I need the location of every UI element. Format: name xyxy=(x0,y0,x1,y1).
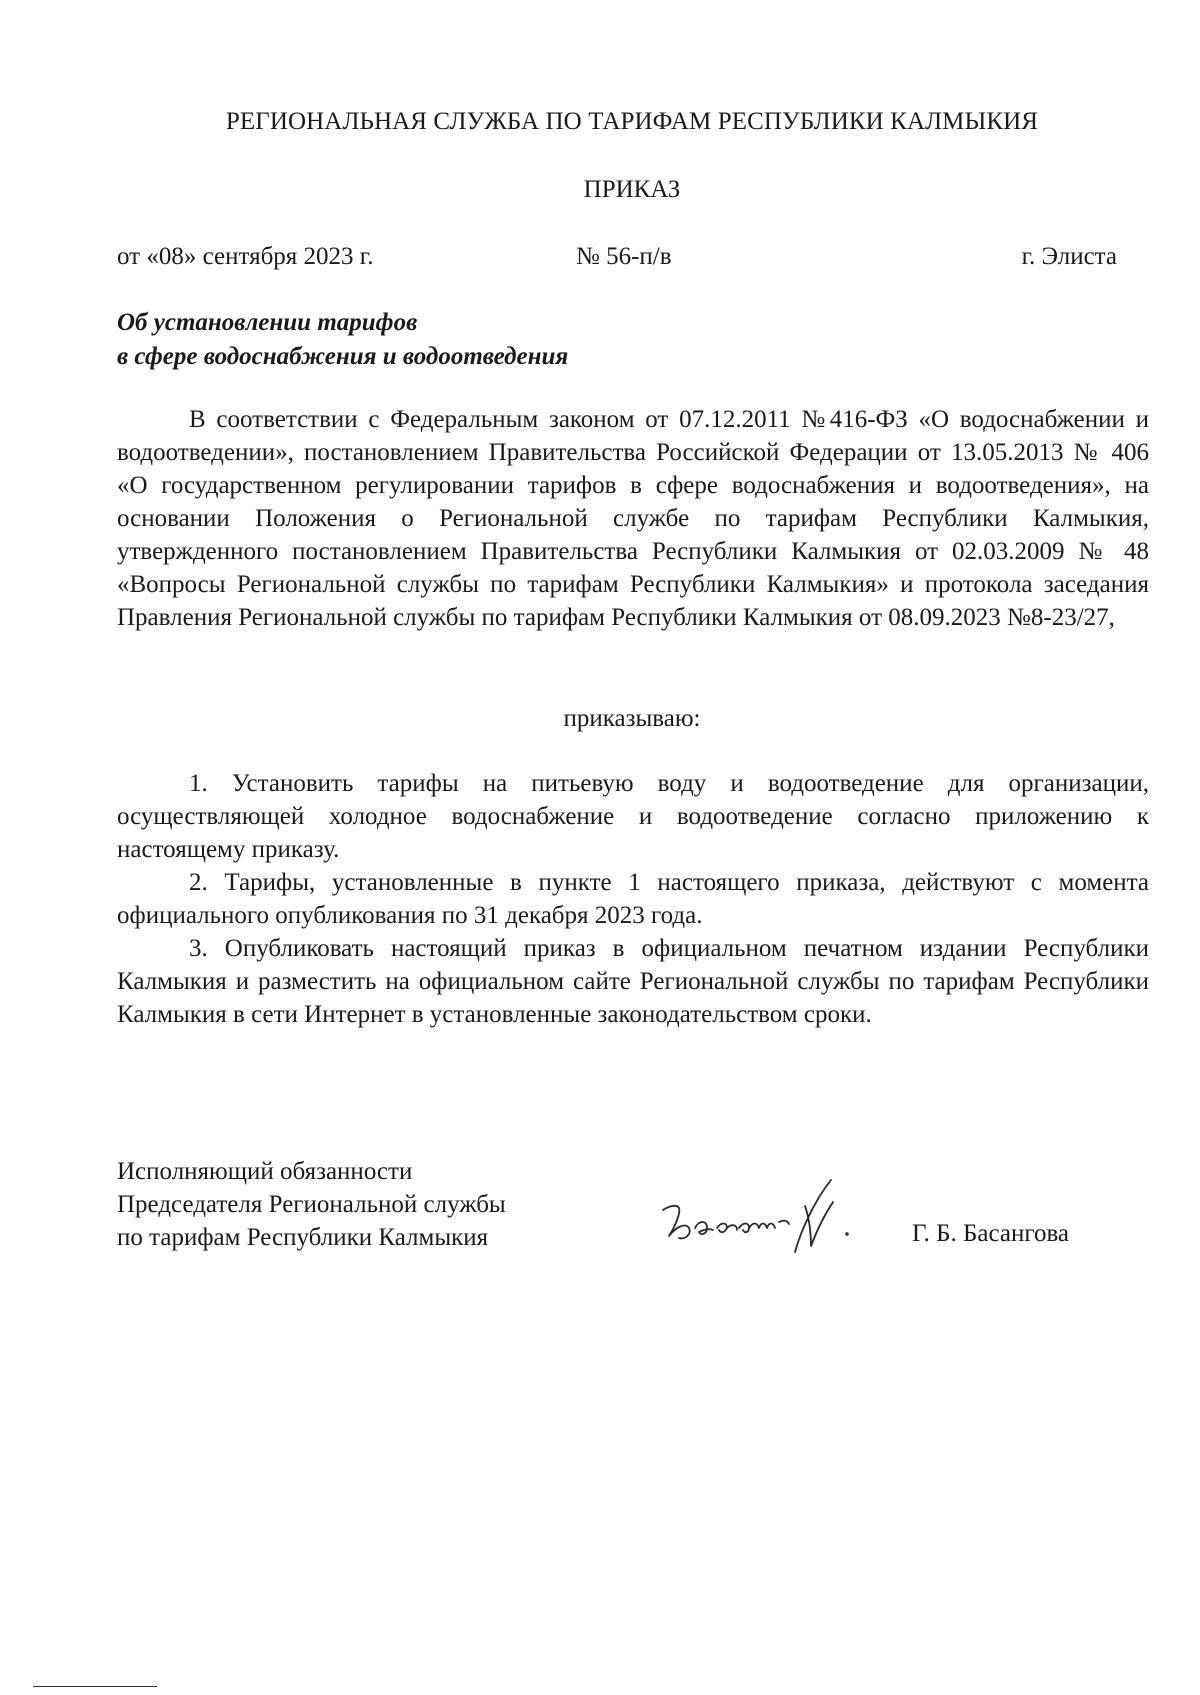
signer-position xyxy=(117,1155,506,1254)
document-subject xyxy=(117,306,568,374)
intro-paragraph: В соответствии с Федеральным законом от 07.12.2011 №416-ФЗ «О водоснабжении и водоотведении», постановлением Правительства Российской Федерации от 13.05.2013 № 406 «О государственном регулировании тарифов в сфере водоснабжения и водоотведения», на основании Положения о Региональной службе по тарифам Республики Калмыкия, утвержденного постановлением Правительства Республики Калмыкия от 02.03.2009 № 48 «Вопросы Региональной службы по тарифам Республики Калмыкия» и протокола заседания Правления Региональной службы по тарифам Республики Калмыкия от 08.09.2023 №8-23/27, xyxy=(117,406,1149,631)
order-item: 2. Тарифы, установленные в пункте 1 настоящего приказа, действуют с момента официального опубликования по 31 декабря 2023 года. xyxy=(117,869,1149,929)
document-meta xyxy=(117,243,1117,275)
organization-title: РЕГИОНАЛЬНАЯ СЛУЖБА ПО ТАРИФАМ РЕСПУБЛИКИ КАЛМЫКИЯ xyxy=(225,108,1039,135)
order-item: 3. Опубликовать настоящий приказ в официальном печатном издании Республики Калмыкия и разместить на официальном сайте Региональной службы по тарифам Республики Калмыкия в сети Интернет в установленные законодательством сроки. xyxy=(117,935,1149,1028)
signer-line-2: Председателя Региональной службы xyxy=(117,1191,506,1218)
document-date: от «08» сентября 2023 г. xyxy=(117,243,374,270)
document-city: г. Элиста xyxy=(1021,243,1117,270)
signer-name: Г. Б. Басангова xyxy=(912,1220,1070,1247)
subject-line-1: Об установлении тарифов xyxy=(117,309,418,336)
order-item: 1. Установить тарифы на питьевую воду и водоотведение для организации, осуществляющей холодное водоснабжение и водоотведение согласно приложению к настоящему приказу. xyxy=(117,770,1149,863)
order-word: приказываю: xyxy=(563,705,701,732)
subject-line-2: в сфере водоснабжения и водоотведения xyxy=(117,343,569,370)
order-items xyxy=(117,767,1149,1031)
signer-line-3: по тарифам Республики Калмыкия xyxy=(117,1224,489,1251)
document-number: № 56-п/в xyxy=(576,243,672,270)
signer-line-1: Исполняющий обязанности xyxy=(117,1158,413,1185)
document-type: ПРИКАЗ xyxy=(583,176,681,203)
handwritten-signature-icon xyxy=(655,1170,865,1260)
footer-divider xyxy=(33,1686,157,1687)
